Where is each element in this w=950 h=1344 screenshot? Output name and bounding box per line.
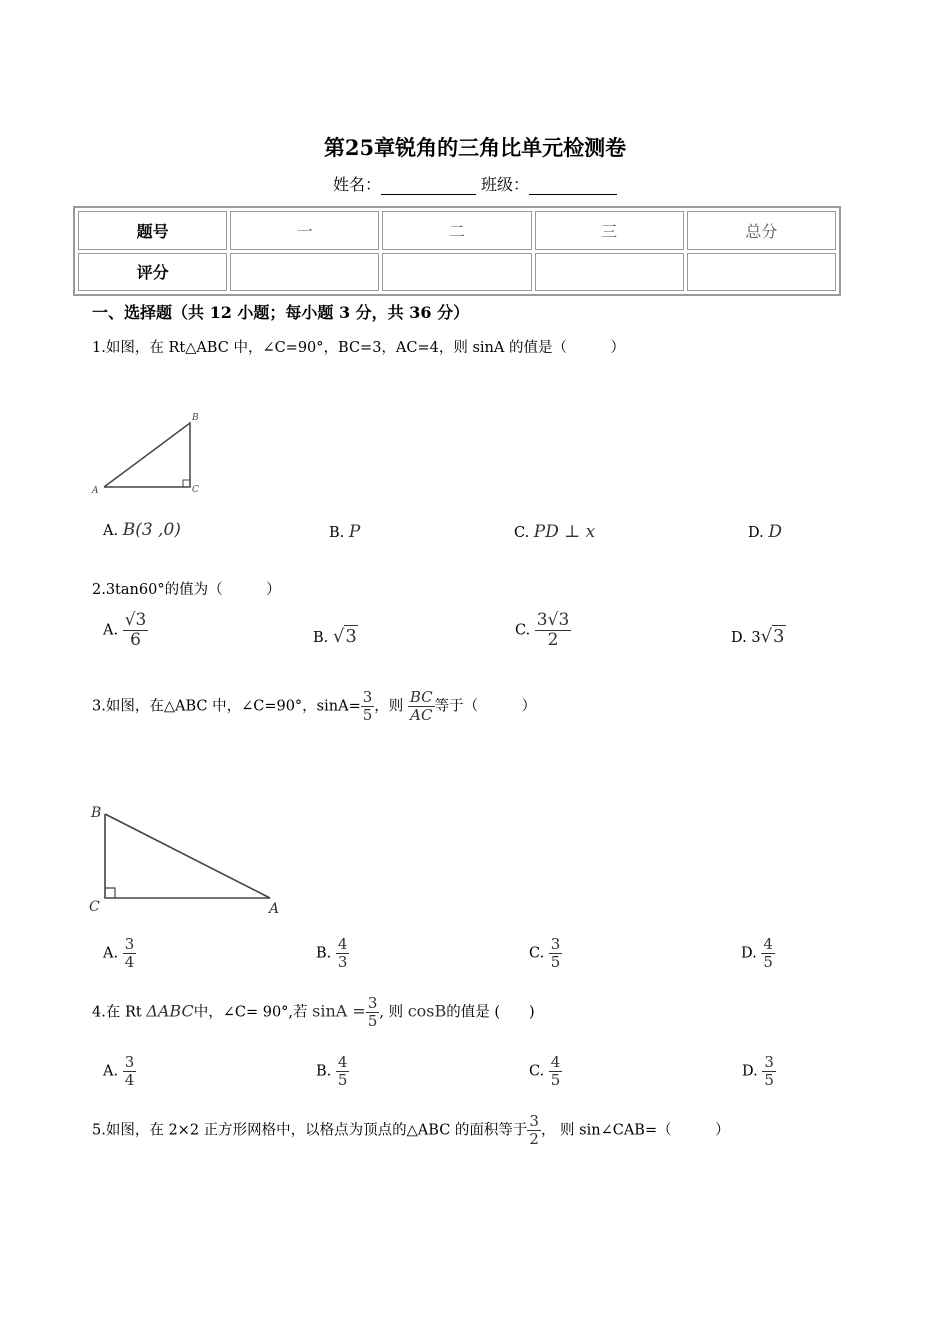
score-header-cell: 二 [382,211,531,250]
question-3-text: 3.如图，在△ABC 中，∠C=90°，sinA= $\frac{3}{5}$ ，则 $\frac{BC}{AC}$ 等于（ ） [92,688,537,724]
q1-triangle-figure [88,408,208,498]
q1-label-b: B [192,413,199,423]
q3-option-a[interactable]: A. $\frac{3}{4}$ [103,935,135,971]
q2-option-c[interactable]: C. $\frac{3√3}{2}$ [515,610,570,650]
question-2-text: 2.3tan60°的值为（ ） [92,582,281,598]
q4-option-d[interactable]: D. $\frac{3}{5}$ [742,1053,774,1089]
q2-option-a[interactable]: A. $\frac{√3}{6}$ [103,610,147,650]
q1-option-c[interactable]: C. PD ⊥ x [514,522,596,542]
q3-triangle-figure [85,800,290,920]
class-blank[interactable] [529,178,617,195]
q3-label-a: A [269,901,280,917]
name-blank[interactable] [381,178,476,195]
q1-option-a[interactable]: A. B(3 ,0) [103,520,181,540]
score-table [73,206,841,296]
question-5-text: 5.如图，在 2×2 正方形网格中，以格点为顶点的△ABC 的面积等于 $\frac{3}{2}$ ， 则 sin∠CAB=（ ） [92,1112,730,1148]
q2-option-b[interactable]: B. √3 [313,626,357,647]
name-label: 姓名： [332,175,381,194]
q1-label-a: A [92,486,99,496]
q3-option-c[interactable]: C. $\frac{3}{5}$ [529,935,561,971]
q3-label-b: B [91,805,102,821]
q4-option-b[interactable]: B. $\frac{4}{5}$ [316,1053,348,1089]
question-1-text: 1.如图，在 Rt△ABC 中，∠C=90°，BC=3，AC=4，则 sinA 的值是（ ） [92,340,625,356]
q1-option-d[interactable]: D. D [748,522,782,542]
q3-label-c: C [89,899,100,915]
q1-option-b[interactable]: B. P [329,522,361,542]
score-header-cell: 题号 [78,211,227,250]
score-row-label: 评分 [78,253,227,292]
score-header-cell: 三 [535,211,684,250]
name-class-line [0,172,950,195]
score-input-cell[interactable] [230,253,379,292]
score-input-cell[interactable] [535,253,684,292]
q4-option-c[interactable]: C. $\frac{4}{5}$ [529,1053,561,1089]
section-heading: 一、选择题（共 12 小题；每小题 3 分，共 36 分） [92,303,470,322]
class-label: 班级： [481,175,530,194]
score-input-cell[interactable] [382,253,531,292]
q1-label-c: C [192,485,199,495]
page-title: 第25章锐角的三角比单元检测卷 [323,135,627,160]
score-header-cell: 总分 [687,211,836,250]
q3-option-d[interactable]: D. $\frac{4}{5}$ [741,935,773,971]
score-input-cell[interactable] [687,253,836,292]
question-4-text: 4.在 Rt ΔABC中，∠C= 90°,若 sinA = $\frac{3}{5}$ , 则 cosB的值是 ( ) [92,994,535,1030]
q4-option-a[interactable]: A. $\frac{3}{4}$ [103,1053,135,1089]
q3-option-b[interactable]: B. $\frac{4}{3}$ [316,935,348,971]
q2-option-d[interactable]: D. 3√3 [731,626,785,647]
score-header-cell: 一 [230,211,379,250]
